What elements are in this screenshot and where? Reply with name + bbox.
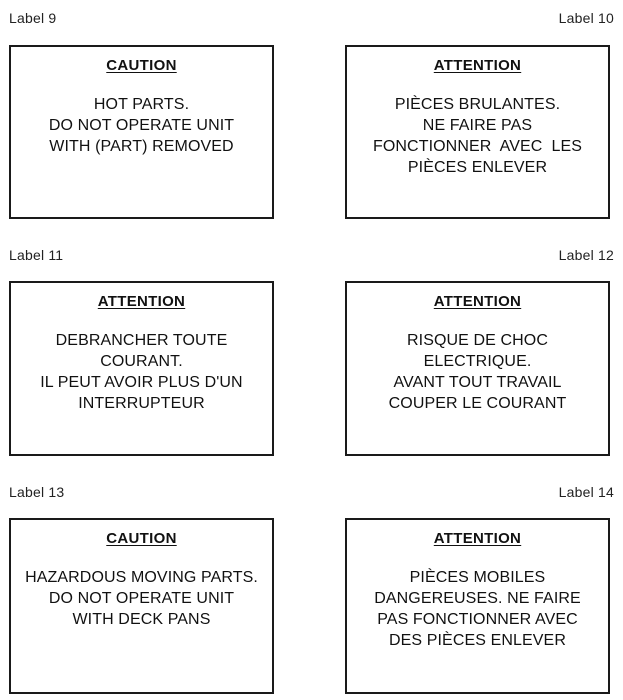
label-14-line: DANGEREUSES. NE FAIRE [374, 590, 581, 607]
label-12-line: COUPER LE COURANT [388, 395, 567, 412]
label-14-line: PIÈCES MOBILES [409, 569, 546, 586]
label-14-line: PAS FONCTIONNER AVEC [377, 611, 578, 628]
label-14-box [345, 518, 610, 694]
label-12-box [345, 281, 610, 456]
label-14-text [347, 567, 608, 651]
label-13-text [11, 567, 272, 630]
label-9-box [9, 45, 274, 219]
label-14-line: DES PIÈCES ENLEVER [389, 632, 566, 649]
label-10-line: FONCTIONNER AVEC LES [372, 138, 583, 155]
label-11-text [11, 330, 272, 414]
label-9-caption: Label 9 [9, 10, 57, 26]
label-9-heading: CAUTION [106, 57, 177, 74]
label-11-line: DEBRANCHER TOUTE [55, 332, 228, 349]
label-11-line: INTERRUPTEUR [78, 395, 205, 412]
label-13-box [9, 518, 274, 694]
label-12-caption: Label 12 [558, 247, 614, 263]
label-12-line: RISQUE DE CHOC [407, 332, 548, 349]
label-13-line: DO NOT OPERATE UNIT [48, 590, 235, 607]
label-9-line: WITH (PART) REMOVED [49, 138, 234, 155]
label-11-line: COURANT. [100, 353, 183, 370]
label-9-line: HOT PARTS. [93, 96, 190, 113]
label-9-text [11, 94, 272, 157]
label-10-line: PIÈCES ENLEVER [407, 159, 548, 176]
label-11-heading: ATTENTION [97, 293, 186, 310]
label-10-line: NE FAIRE PAS [422, 117, 533, 134]
label-12-heading: ATTENTION [433, 293, 522, 310]
label-13-heading: CAUTION [106, 530, 177, 547]
label-13-line: HAZARDOUS MOVING PARTS. [25, 569, 258, 586]
label-11-box [9, 281, 274, 456]
label-11-line: IL PEUT AVOIR PLUS D'UN [40, 374, 243, 391]
label-12-line: AVANT TOUT TRAVAIL [393, 374, 562, 391]
label-13-line: WITH DECK PANS [72, 611, 211, 628]
label-14-heading: ATTENTION [433, 530, 522, 547]
label-11-caption: Label 11 [9, 247, 64, 263]
label-10-caption: Label 10 [558, 10, 614, 26]
label-14-caption: Label 14 [558, 484, 614, 500]
label-9-line: DO NOT OPERATE UNIT [48, 117, 235, 134]
label-13-caption: Label 13 [9, 484, 65, 500]
label-10-box [345, 45, 610, 219]
label-12-line: ELECTRIQUE. [423, 353, 532, 370]
label-10-heading: ATTENTION [433, 57, 522, 74]
label-10-text [347, 94, 608, 178]
label-10-line: PIÈCES BRULANTES. [394, 96, 561, 113]
label-12-text [347, 330, 608, 414]
